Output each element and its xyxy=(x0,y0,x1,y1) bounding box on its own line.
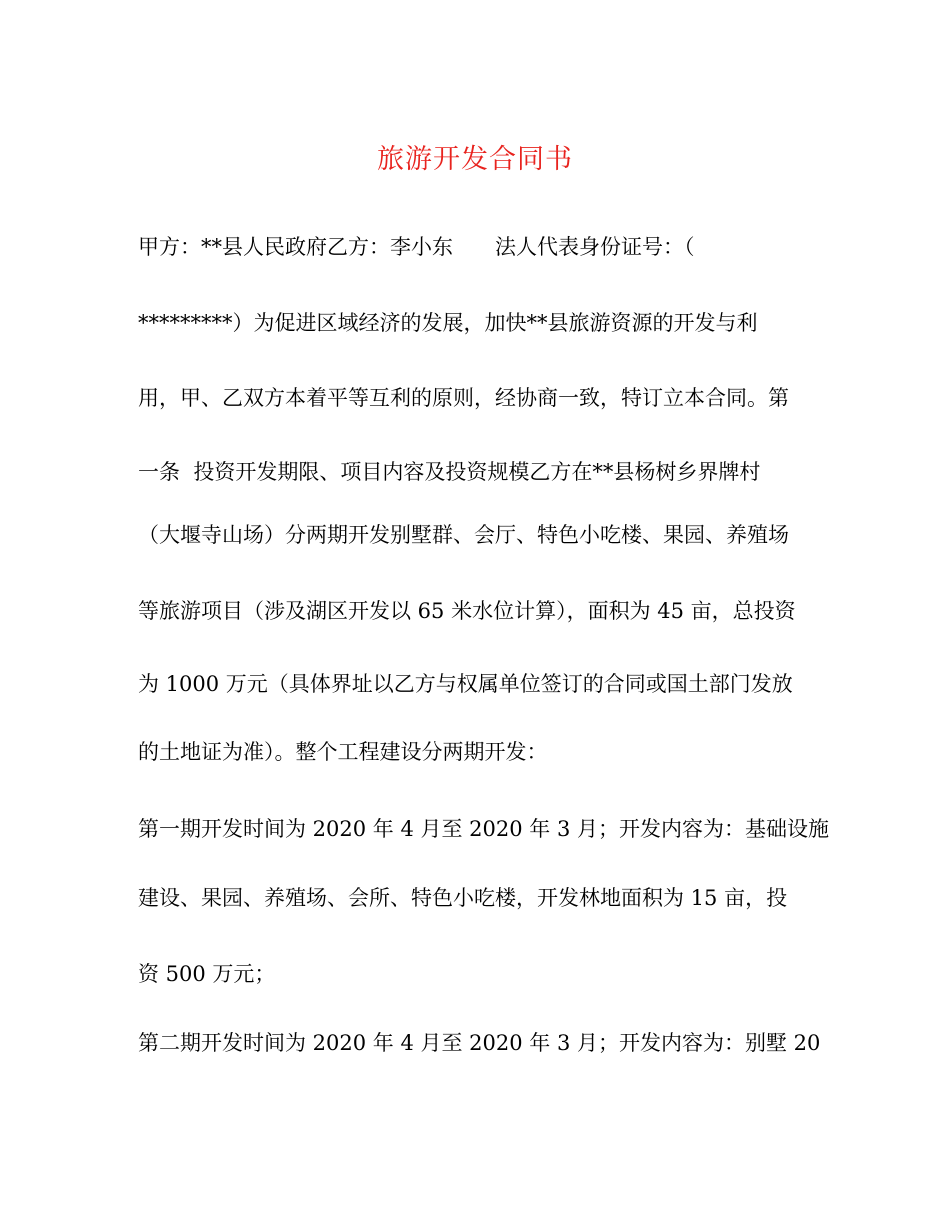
body-line: 第一期开发时间为 2020 年 4 月至 2020 年 3 月；开发内容为：基础设施 xyxy=(138,817,830,841)
body-line: 等旅游项目（涉及湖区开发以 65 米水位计算），面积为 45 亩，总投资 xyxy=(138,599,796,623)
body-line: 的土地证为准）。整个工程建设分两期开发： xyxy=(138,740,548,764)
body-line: 用，甲、乙双方本着平等互利的原则，经协商一致，特订立本合同。第 xyxy=(138,386,789,410)
body-line: 资 500 万元； xyxy=(138,962,276,986)
document-title: 旅游开发合同书 xyxy=(377,144,573,175)
body-line: 一条 投资开发期限、项目内容及投资规模乙方在**县杨树乡界牌村 xyxy=(138,460,761,484)
body-line: *********）为促进区域经济的发展，加快**县旅游资源的开发与利 xyxy=(138,311,758,335)
body-line: 建设、果园、养殖场、会所、特色小吃楼，开发林地面积为 15 亩，投 xyxy=(138,886,788,910)
body-line: 第二期开发时间为 2020 年 4 月至 2020 年 3 月；开发内容为：别墅 20 xyxy=(138,1031,821,1055)
body-line: 甲方：**县人民政府乙方：李小东 法人代表身份证号：（ xyxy=(138,235,695,259)
body-line: 为 1000 万元（具体界址以乙方与权属单位签订的合同或国土部门发放 xyxy=(138,672,793,696)
body-line: （大堰寺山场）分两期开发别墅群、会厅、特色小吃楼、果园、养殖场 xyxy=(138,523,789,547)
